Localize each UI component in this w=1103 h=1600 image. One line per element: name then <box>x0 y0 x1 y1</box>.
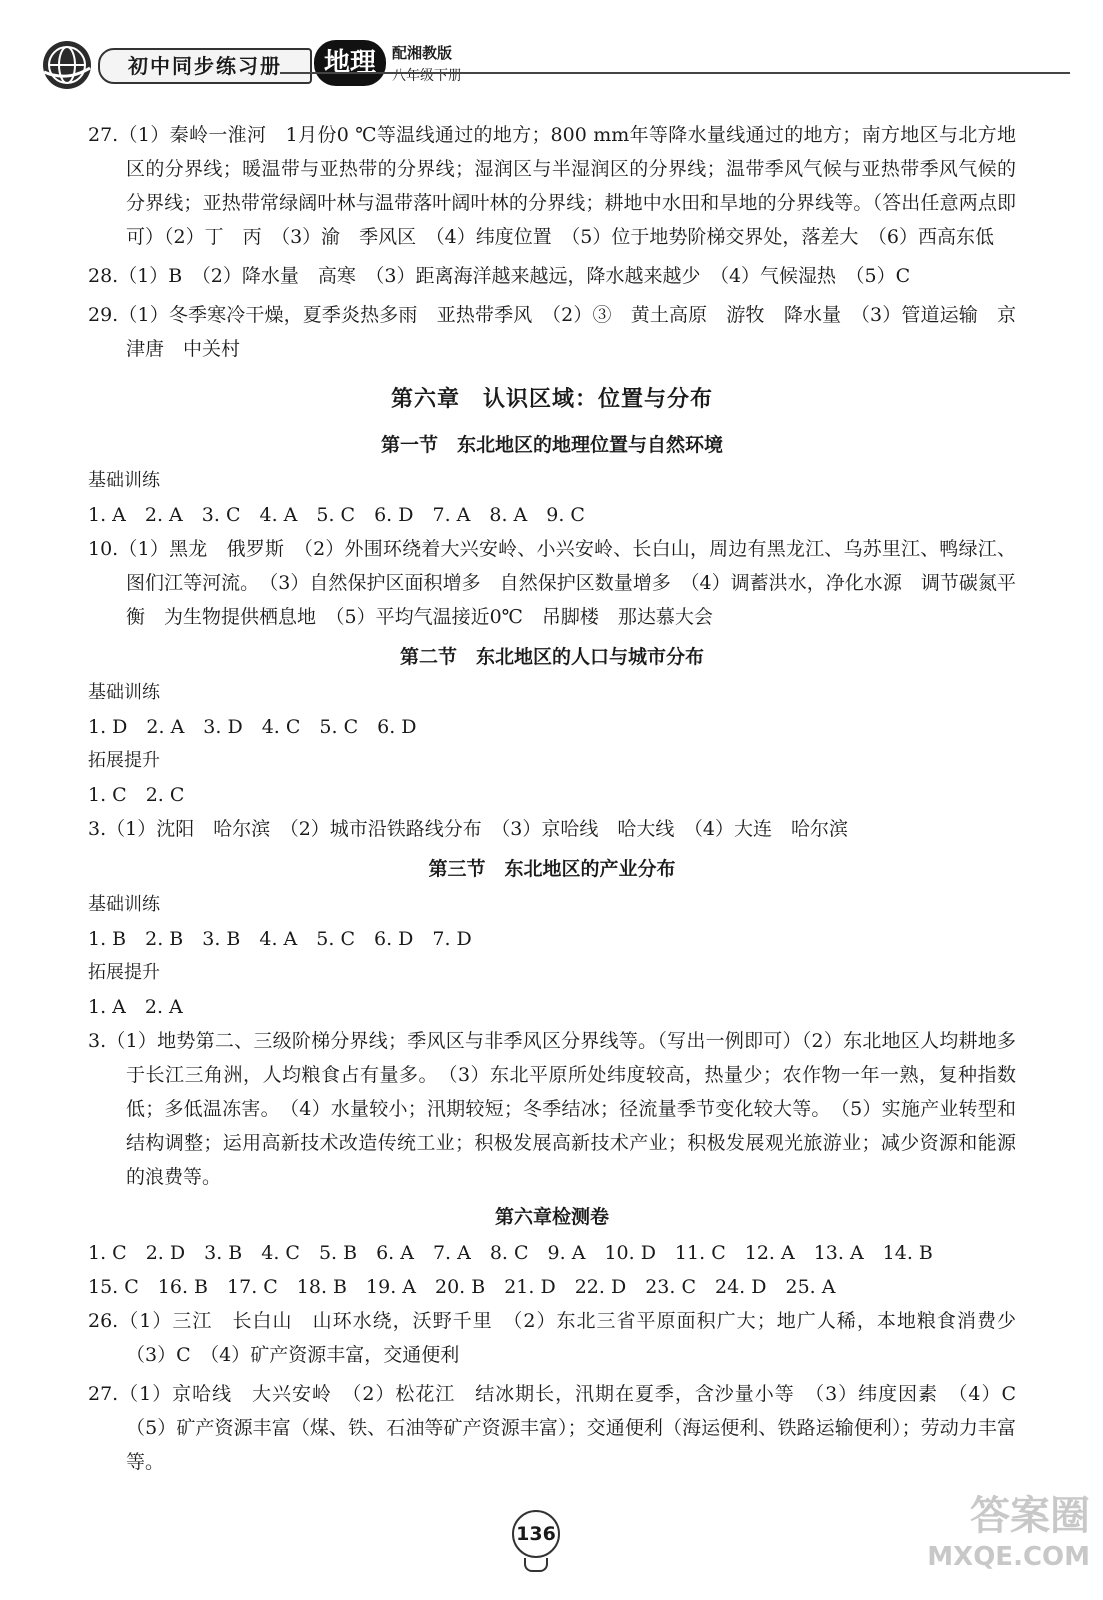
answer-paragraph: 28.（1）B （2）降水量 高寒 （3）距离海洋越来越远，降水越来越少 （4）气候湿热 （5）C <box>88 265 911 287</box>
header-rule <box>280 72 1070 74</box>
page-number: 136 <box>512 1510 560 1558</box>
answer-content <box>88 118 1036 1484</box>
exercise-label: 基础训练 <box>88 470 160 491</box>
watermark <box>900 1490 1090 1572</box>
exercise-label: 基础训练 <box>88 682 160 703</box>
answer-paragraph: 27.（1）秦岭一淮河 1月份0 ℃等温线通过的地方；800 mm年等降水量线通过的地方；南方地区与北方地区的分界线；暖温带与亚热带的分界线；湿润区与半湿润区的分界线；温带季风气候与亚热带季风气候的分界线；亚热带常绿阔叶林与温带落叶阔叶林的分界线；耕地中水田和旱地的分界线等。（答出任意两点即可）（2）丁 丙 （3）渝 季风区 （4）纬度位置 （5）位于地势阶梯交界处，落差大 （6）西高东低 <box>88 124 1016 248</box>
exercise-label: 拓展提升 <box>88 962 160 983</box>
answer-paragraph: 1. C 2. C <box>88 784 185 806</box>
answer-paragraph: 15. C 16. B 17. C 18. B 19. A 20. B 21. D 22. D 23. C 24. D 25. A <box>88 1276 836 1298</box>
section-title: 第六章检测卷 <box>494 1206 609 1228</box>
watermark-text: 答案圈 <box>970 1493 1090 1539</box>
exercise-label: 拓展提升 <box>88 750 160 771</box>
answer-paragraph: 27.（1）京哈线 大兴安岭 （2）松花江 结冰期长，汛期在夏季，含沙量小等 （3）纬度因素 （4）C （5）矿产资源丰富（煤、铁、石油等矿产资源丰富）；交通便利（海运便利、铁路运输便利）；劳动力丰富等。 <box>88 1383 1036 1473</box>
chapter-title: 第六章 认识区域：位置与分布 <box>390 387 713 412</box>
answer-paragraph: 1. D 2. A 3. D 4. C 5. C 6. D <box>88 716 417 738</box>
answer-paragraph: 1. B 2. B 3. B 4. A 5. C 6. D 7. D <box>88 928 472 950</box>
section-title: 第一节 东北地区的地理位置与自然环境 <box>380 434 723 456</box>
grade-label: 八年级下册 <box>392 68 462 84</box>
answer-paragraph: 1. A 2. A <box>88 996 183 1018</box>
edition-label: 配湘教版 <box>392 44 453 62</box>
answer-paragraph: 3.（1）地势第二、三级阶梯分界线；季风区与非季风区分界线等。（写出一例即可）（2）东北地区人均耕地多于长江三角洲，人均粮食占有量多。 （3）东北平原所处纬度较高，热量少；农作物一年一熟，复种指数低；多低温冻害。 （4）水量较小；汛期较短；冬季结冰；径流量季节变化较大等。 （5）实施产业转型和结构调整；运用高新技术改造传统工业；积极发展高新技术产业；积极发展观光旅游业；减少资源和能源的浪费等。 <box>88 1030 1016 1188</box>
answer-paragraph: 3.（1）沈阳 哈尔滨 （2）城市沿铁路线分布 （3）京哈线 哈大线 （4）大连 哈尔滨 <box>88 818 848 840</box>
section-title: 第二节 东北地区的人口与城市分布 <box>399 646 704 668</box>
watermark-url: MXQE.COM <box>927 1542 1090 1572</box>
answer-paragraph: 1. C 2. D 3. B 4. C 5. B 6. A 7. A 8. C 9. A 10. D 11. C 12. A 13. A 14. B <box>88 1242 933 1264</box>
subject-badge: 地理 <box>314 40 386 86</box>
section-title: 第三节 东北地区的产业分布 <box>428 858 676 880</box>
globe-logo-icon <box>40 38 94 92</box>
page-number-stand <box>524 1558 548 1572</box>
answer-paragraph: 1. A 2. A 3. C 4. A 5. C 6. D 7. A 8. A 9. C <box>88 504 585 526</box>
answer-paragraph: 10.（1）黑龙 俄罗斯 （2）外围环绕着大兴安岭、小兴安岭、长白山，周边有黑龙江、乌苏里江、鸭绿江、图们江等河流。 （3）自然保护区面积增多 自然保护区数量增多 （4）调蓄洪水，净化水源 调节碳氮平衡 为生物提供栖息地 （5）平均气温接近0℃ 吊脚楼 那达慕大会 <box>88 538 1016 628</box>
answer-paragraph: 29.（1）冬季寒冷干燥，夏季炎热多雨 亚热带季风 （2）③ 黄土高原 游牧 降水量 （3）管道运输 京津唐 中关村 <box>88 304 1016 360</box>
page-header <box>40 34 1070 92</box>
exercise-label: 基础训练 <box>88 894 160 915</box>
answer-paragraph: 26.（1）三江 长白山 山环水绕，沃野千里 （2）东北三省平原面积广大；地广人稀，本地粮食消费少 （3）C （4）矿产资源丰富，交通便利 <box>88 1310 1036 1366</box>
book-title: 初中同步练习册 <box>98 48 312 84</box>
